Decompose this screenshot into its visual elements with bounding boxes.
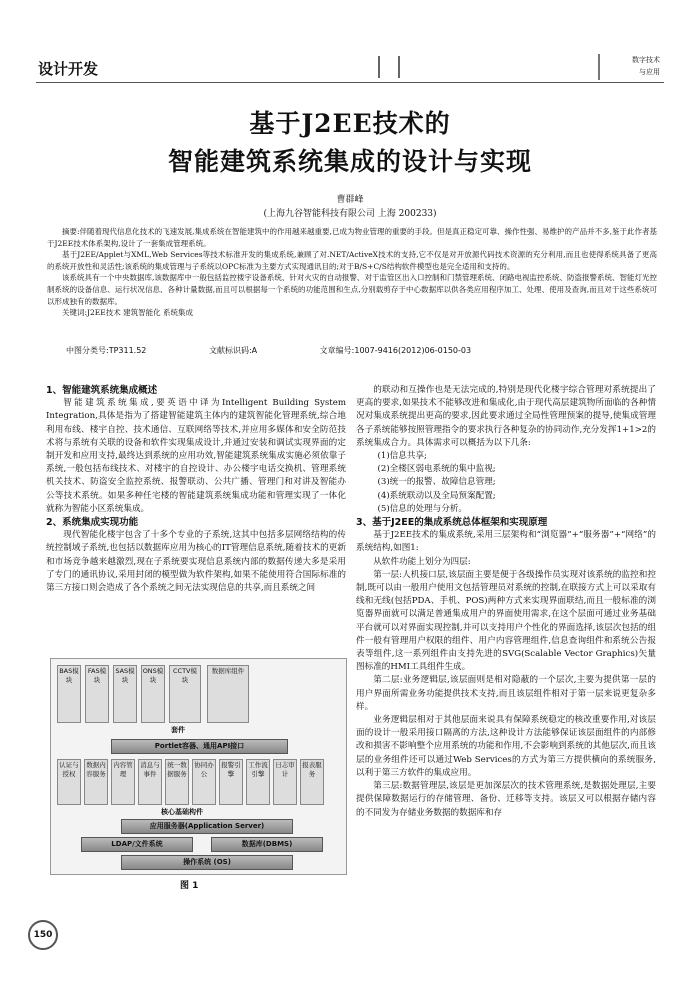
- section-heading: 3、基于J2EE的集成系统总体框架和实现原理: [356, 517, 548, 529]
- author: 曹群峰: [336, 195, 364, 205]
- section-heading: 1、智能建筑系统集成概述: [46, 385, 158, 396]
- body-paragraph: 智能建筑系统集成,要英语中译为Intelligent Building System Integration,具体是指为了搭建智能建筑主体内的建筑智能化管理系统,综合地利用布线、楼宇自控、技术通信、互联网络等技术,并应用多媒体和安全防范技术将与系统有关联的设备和软件实现集成设计,并通过安装和调试实现界面的定制开发和应用支持,最终达到系统的应用功效,智能建筑系统集成实施必须依靠子系统,一般包括布线技术、对楼宇的自控设计、办公楼宇电话交换机、管理系统机关技术、防盗安全监控系统、报警联动、公共广播、管理门和对讲及智能办公等技术系统。如果多种任宅楼的智能建筑系统集成功能和管理实现了一体化就称为智能小区系统集成。: [46, 398, 346, 514]
- core-label: 核心基础构件: [161, 808, 203, 816]
- fig-box: ONS模块: [141, 665, 165, 723]
- ldap-bar: LDAP/文件系统: [81, 837, 193, 852]
- list-item: (5)信息的处理与分析。: [377, 503, 468, 514]
- abstract-para: 基于J2EE/Applet与XML,Web Services等技术标准开发的集成系统,兼顾了对.NET/ActiveX技术的支持,它不仅是对开放源代码技术资源的充分利用,而且也使得系统具备了更高的系统开放性和灵活性;该系统的集成管理与子系统以OPC标准为主要方式实现通讯目的;对于B/S+C/S结构软件模型也是完全适用和支持的。: [47, 250, 657, 271]
- fig-core-box: 报表服务: [300, 759, 324, 805]
- fig-box: CCTV模块: [169, 665, 201, 723]
- fig-box: 数据库组件: [207, 665, 249, 723]
- running-header: [36, 52, 664, 83]
- journal-badge: [598, 54, 660, 80]
- body-paragraph: 的联动和互操作也是无法完成的,特别是现代化楼宇综合管理对系统提出了更高的要求,如果技术不能够改进和集成化,由于现代高层建筑物所面临的各种情况对集成系统提出更高的要求,因此要求通过全局性管理预案的提导,使集成管理各子系统能够按照管理指令的要求执行各种复杂的协同动作,充分发挥1+1>2的系统集成合力。具体需求可以概括为以下几条:: [356, 385, 656, 448]
- fig-core-box: 消息与事件: [138, 759, 162, 805]
- article-meta: [66, 345, 531, 356]
- list-item: (4)系统联动以及全局预案配置;: [377, 490, 496, 501]
- clc-number: 中图分类号:TP311.52: [66, 346, 147, 355]
- body-paragraph: 现代智能化楼宇包含了十多个专业的子系统,这其中包括多层网络结构的传统控制域子系统,也包括以数据库应用为核心的IT管理信息系统,随着技术的更新和市场竞争越来越激烈,现在子系统要实现信息系统内部的数据传递大多是采用了专门的通讯协议,采用封闭的模型做为软件架构,如果不能使用符合国际标准的第三方接口则会造成了各个系统之间无法实现信息的共享,而且系统之间: [46, 530, 346, 594]
- abstract: [47, 226, 657, 319]
- fig-box: FAS模块: [85, 665, 109, 723]
- page-number: 150: [28, 920, 58, 950]
- header-divider: [378, 56, 400, 78]
- fig-core-box: 工作流引擎: [246, 759, 270, 805]
- dbms-bar: 数据库(DBMS): [211, 837, 323, 852]
- article-number: 文章编号:1007-9416(2012)06-0150-03: [319, 346, 472, 355]
- list-item: (1)信息共享;: [377, 451, 427, 462]
- abstract-para: 该系统具有一个中央数据库,该数据库中一般包括监控楼宇设备系统、针对火灾的自动报警、对于监管区出入口控制和门禁管理系统、闭路电视监控系统、防盗报警系统、智能灯光控制系统的设备信息、运行状况信息、各种计量数据,而且可以根据每一个系统的功能范围和生点,分别载剪存于中心数据库以供各类应用程序加工、处理、使用及查询,而且对于这些系统可以形成独有的数据库。: [47, 273, 657, 306]
- fig-box: SAS模块: [113, 665, 137, 723]
- section-heading: 2、系统集成实现功能: [46, 517, 139, 529]
- fig-core-box: 统一数据服务: [165, 759, 189, 805]
- title-line1: 基于J2EE技术的: [249, 109, 451, 138]
- fig-core-box: 日志审计: [273, 759, 297, 805]
- affiliation: (上海九谷智能科技有限公司 上海 200233): [263, 209, 437, 219]
- fig-core-box: 报警引擎: [219, 759, 243, 805]
- doc-code: 文献标识码:A: [208, 346, 258, 355]
- suite-label: 套件: [171, 726, 185, 734]
- list-item: (3)统一的报警、故障信息管理;: [377, 477, 496, 488]
- fig-core-box: 认证与授权: [57, 759, 81, 805]
- os-bar: 操作系统 (OS): [121, 855, 293, 870]
- fig-core-box: 协同办公: [192, 759, 216, 805]
- right-column: [356, 384, 656, 820]
- body-paragraph: 基于J2EE技术的集成系统,采用三层架构和“浏览器”+“服务器”+“网络”的系统结构,如图1:: [356, 530, 656, 554]
- body-paragraph: 从软件功能上划分为四层:: [373, 556, 471, 567]
- fig-box: BAS模块: [57, 665, 81, 723]
- badge-line1: 数字技术: [632, 56, 660, 64]
- left-column: [46, 384, 346, 595]
- title-line2: 智能建筑系统集成的设计与实现: [167, 147, 532, 176]
- body-paragraph: 业务逻辑层相对于其他层面来说具有保障系统稳定的核改重要作用,对该层面的设计一般采用接口隔离的方法,这种设计方法能够保证该层面组件的内部修改和损害不影响整个应用系统的功能和作用,不会影响到系统的其他层次,而且该层的业务组件还可以通过Web Services的方式为第三方提供横向的系统服务,以利于第三方软件的集成应用。: [356, 715, 656, 778]
- keywords: 关键词:J2EE技术 建筑智能化 系统集成: [62, 308, 194, 318]
- body-paragraph: 第一层:人机接口层,该层面主要是便于各级操作员实现对该系统的监控和控制,既可以由一般用户使用文包括管理员对系统的控制,在联接方式上可以采取有线和无线(包括PDA、手机、POS)两种方式来实现界面联结,而且一般标准的浏览器界面就可以满足普通集成用户的界面使用需求,在这个层面可通过业务基础平台就可以对界面实现控制,并可以支持用户个性化的界面选择,该层次包括的组件一般有管理用户权限的组件、用户内容管理组件,信息查询组件和系统公告报表等组件,这一系列组件由支持先进的SVG(Scalable Vector Graphics)矢量图标准的HMI工具组件生成。: [356, 569, 656, 673]
- section-label: 设计开发: [38, 60, 99, 78]
- abstract-para: 摘要:伴随着现代信息化技术的飞速发展,集成系统在智能建筑中的作用越来越重要,已成为物业管理的重要的手段。但是真正稳定可靠、操作性强、易维护的产品并不多,鉴于此作者基于J2EE技术体系架构,设计了一套集成管理系统。: [47, 227, 657, 248]
- figure-1-architecture: [50, 658, 347, 875]
- figure-caption: 图 1: [180, 881, 199, 891]
- fig-core-box: 数据内容服务: [84, 759, 108, 805]
- portlet-bar: Portlet容器、通用API接口: [111, 739, 288, 754]
- body-paragraph: 第二层:业务逻辑层,该层面则是相对隐蔽的一个层次,主要为提供第一层的用户界面所需业务功能提供技术支持,而且该层组件相对于第一层来说更复杂多样。: [356, 675, 656, 712]
- list-item: (2)全楼区弱电系统的集中监视;: [377, 464, 496, 475]
- app-server-bar: 应用服务器(Application Server): [121, 819, 293, 834]
- fig-core-box: 内容管理: [111, 759, 135, 805]
- body-paragraph: 第三层:数据管理层,该层是更加深层次的技术管理系统,是数据处理层,主要提供保障数据运行的存储管理、备份、迁移等支持。该层又可以根据存储内容的不同发为存储业务数据的数据库和存: [356, 781, 656, 818]
- badge-line2: 与应用: [639, 68, 660, 76]
